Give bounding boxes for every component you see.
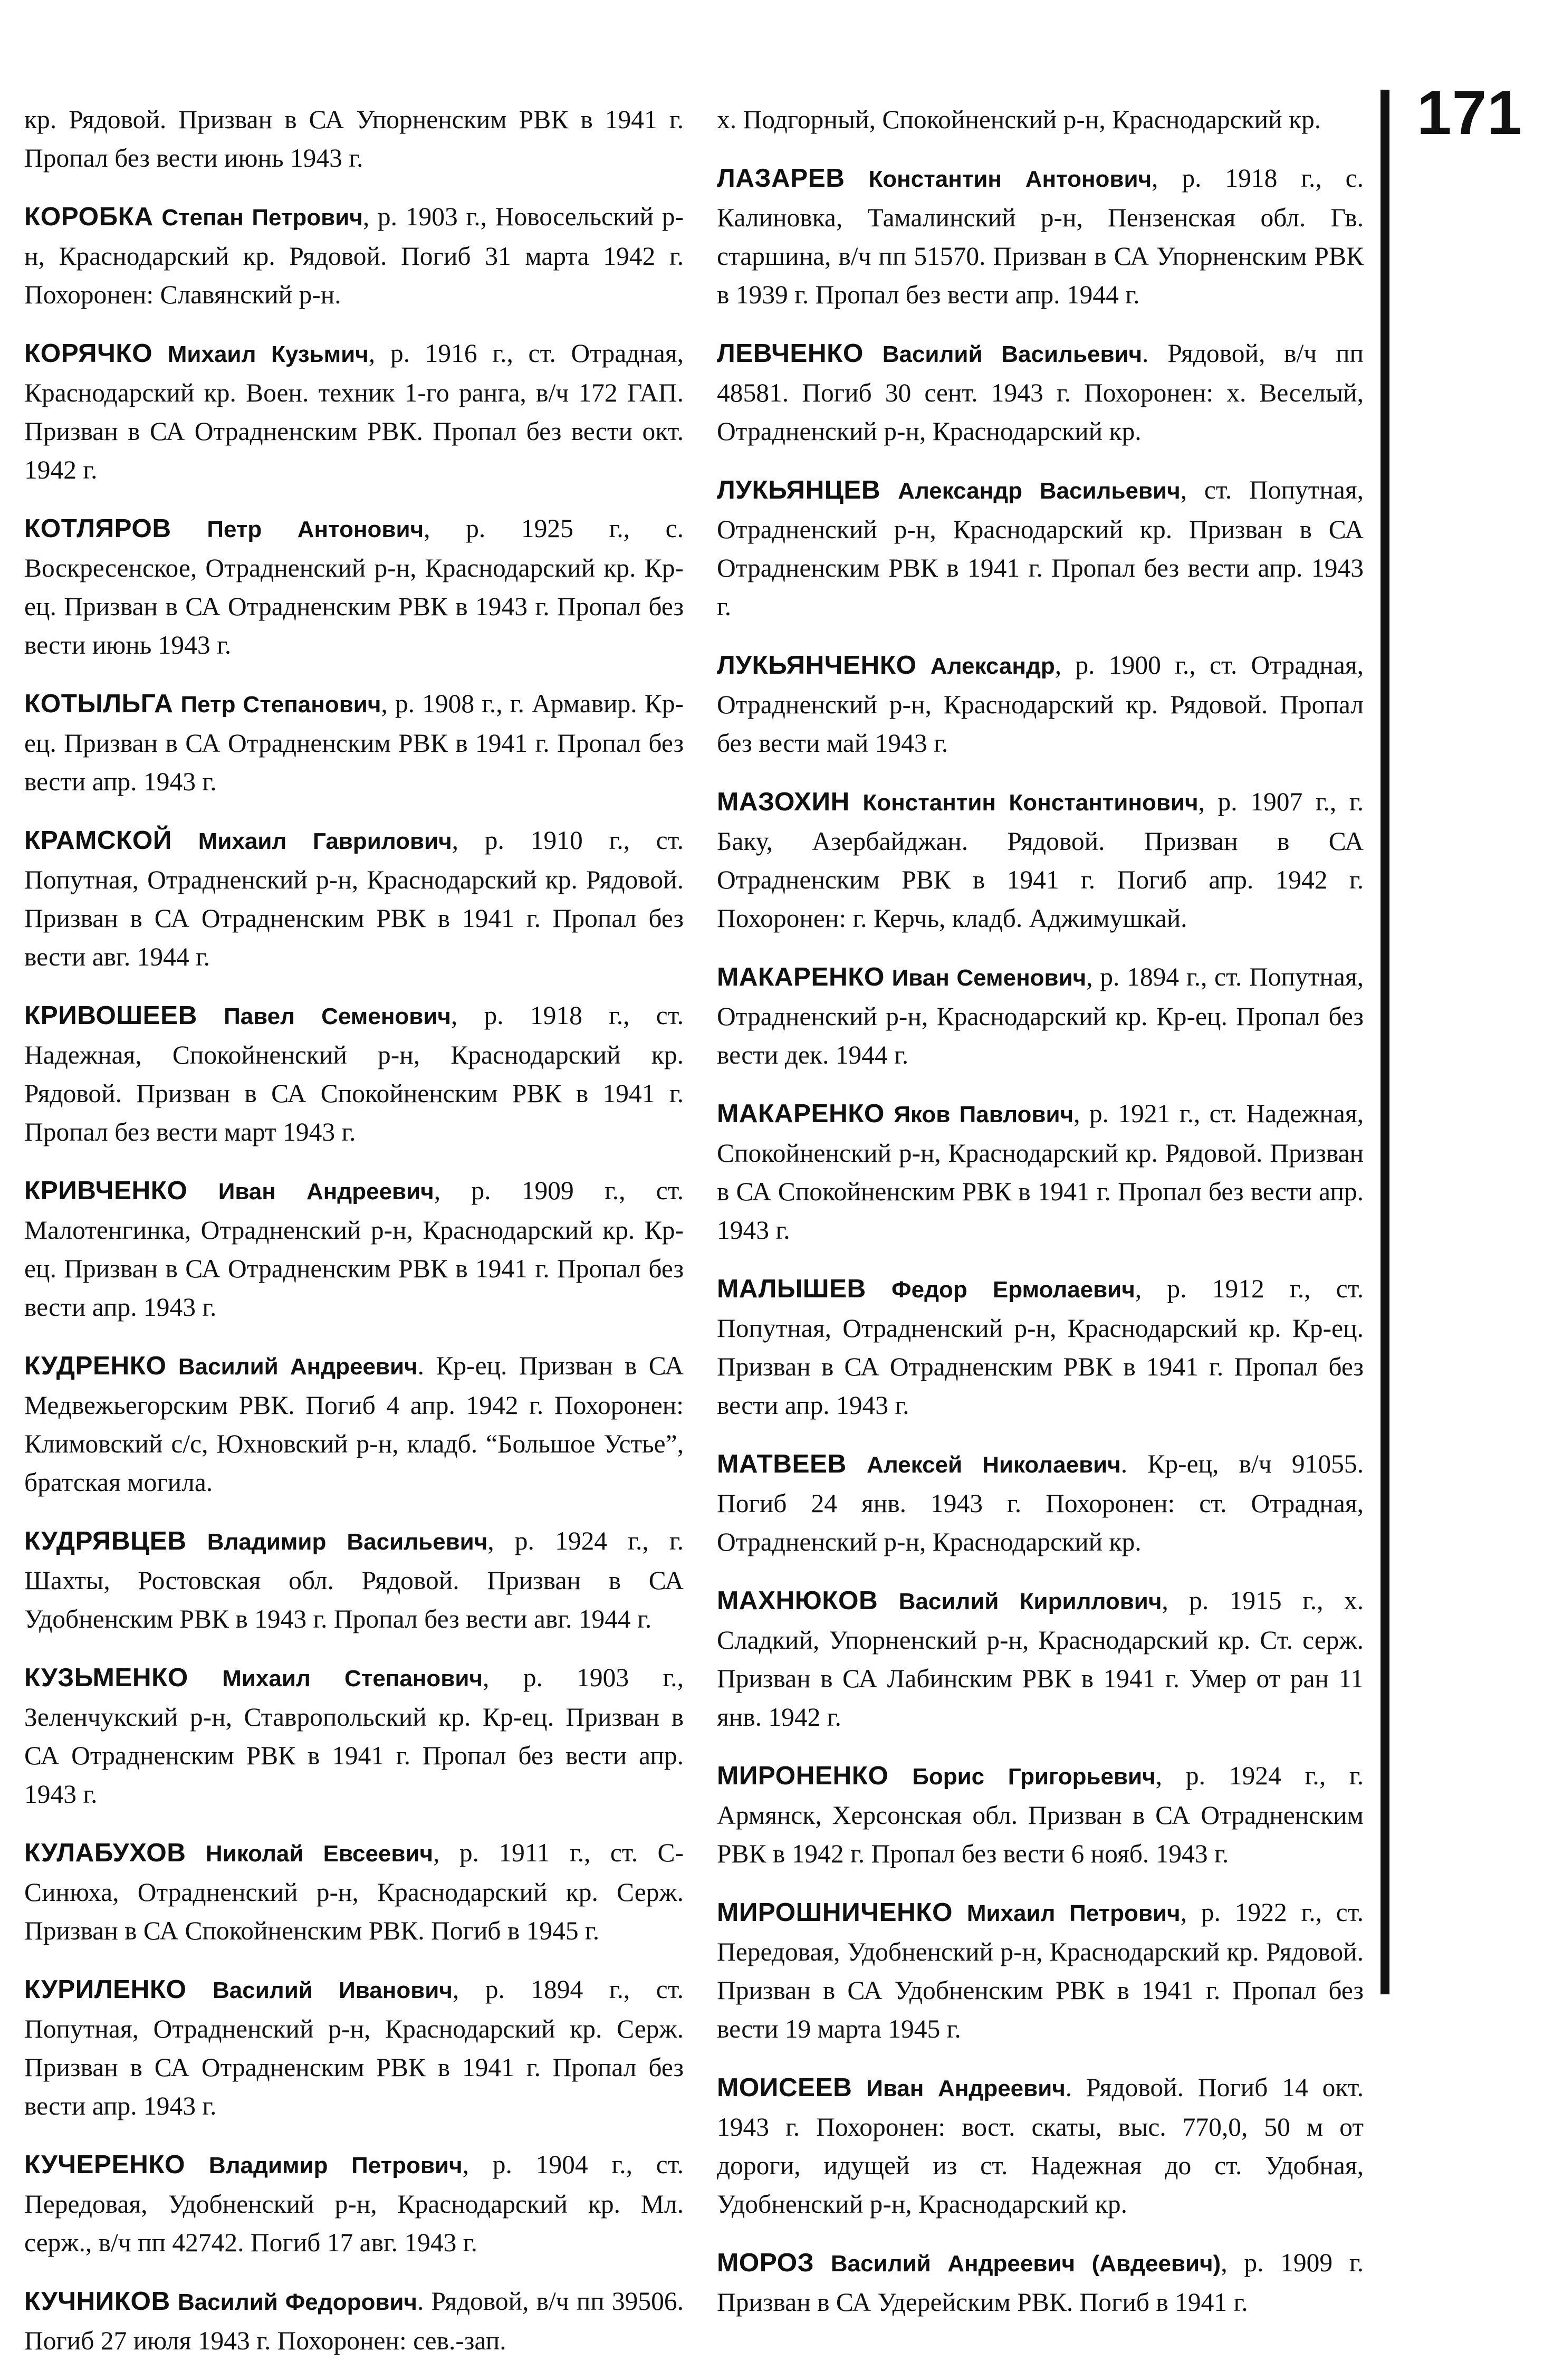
memorial-entry: [24, 334, 684, 489]
entry-surname: ЛУКЬЯНЦЕВ: [717, 475, 881, 504]
entry-given-names: Александр Васильевич: [898, 478, 1181, 504]
entry-details: , р. 1900 г., ст. Отрадная, Отрадненский р-н, Краснодарский кр. Рядовой. Пропал без вести май 1943 г.: [717, 651, 1364, 758]
entry-surname: МАТВЕЕВ: [717, 1449, 847, 1478]
entry-given-names: Иван Семенович: [891, 965, 1087, 991]
entry-details: , р. 1911 г., ст. С-Синюха, Отрадненский р-н, Краснодарский кр. Серж. Призван в СА Спокойненским РВК. Погиб в 1945 г.: [24, 1838, 684, 1945]
entry-given-names: Михаил Гаврилович: [198, 828, 452, 854]
entry-details: , р. 1894 г., ст. Попутная, Отрадненский р-н, Краснодарский кр. Серж. Призван в СА Отрадненским РВК в 1941 г. Пропал без вести апр. 1943 г.: [24, 1975, 684, 2120]
entry-given-names: Иван Андреевич: [218, 1179, 434, 1205]
memorial-entry: [24, 100, 684, 177]
entry-surname: КОТЫЛЬГА: [24, 689, 174, 718]
entry-details: , р. 1910 г., ст. Попутная, Отрадненский р-н, Краснодарский кр. Рядовой. Призван в СА Отрадненским РВК в 1941 г. Пропал без вести авг. 1944 г.: [24, 826, 684, 971]
entry-surname: КРАМСКОЙ: [24, 826, 172, 855]
entry-details: , р. 1924 г., г. Шахты, Ростовская обл. Рядовой. Призван в СА Удобненским РВК в 1943 г. Пропал без вести авг. 1944 г.: [24, 1526, 684, 1633]
entry-given-names: Василий Васильевич: [882, 341, 1143, 367]
memorial-entry: [717, 100, 1364, 139]
entry-details: , р. 1903 г., Новосельский р-н, Краснодарский кр. Рядовой. Погиб 31 марта 1942 г. Похоронен: Славянский р-н.: [24, 202, 684, 309]
memorial-entry: [717, 2243, 1364, 2321]
entry-given-names: Владимир Васильевич: [207, 1529, 488, 1555]
entry-details: , р. 1909 г. Призван в СА Удерейским РВК. Погиб в 1941 г.: [717, 2248, 1364, 2317]
memorial-entry: [717, 1094, 1364, 1249]
entry-details: , р. 1903 г., Зеленчукский р-н, Ставропольский кр. Кр-ец. Призван в СА Отрадненским РВК в 1941 г. Пропал без вести апр. 1943 г.: [24, 1663, 684, 1809]
entry-given-names: Александр: [930, 653, 1055, 679]
right-column: [717, 100, 1364, 2341]
entry-surname: КУДРЕНКО: [24, 1351, 167, 1380]
memorial-entry: [24, 2145, 684, 2262]
entry-surname: КРИВОШЕЕВ: [24, 1001, 197, 1030]
entry-details: , р. 1904 г., ст. Передовая, Удобненский р-н, Краснодарский кр. Мл. серж., в/ч пп 42742. Погиб 17 авг. 1943 г.: [24, 2150, 684, 2257]
entry-details: х. Подгорный, Спокойненский р-н, Краснодарский кр.: [717, 105, 1321, 134]
entry-given-names: Михаил Степанович: [222, 1666, 483, 1691]
memorial-entry: [717, 782, 1364, 938]
memorial-entry: [24, 1171, 684, 1326]
entry-details: , р. 1922 г., ст. Передовая, Удобненский р-н, Краснодарский кр. Рядовой. Призван в СА Удобненским РВК в 1941 г. Пропал без вести 19 марта 1945 г.: [717, 1898, 1364, 2043]
entry-surname: ЛАЗАРЕВ: [717, 164, 845, 193]
entry-details: , р. 1918 г., ст. Надежная, Спокойненский р-н, Краснодарский кр. Рядовой. Призван в СА Спокойненским РВК в 1941 г. Пропал без вести март 1943 г.: [24, 1001, 684, 1146]
entry-surname: КУДРЯВЦЕВ: [24, 1526, 187, 1555]
entry-surname: ЛУКЬЯНЧЕНКО: [717, 651, 917, 680]
entry-given-names: Константин Константинович: [862, 790, 1199, 816]
entry-details: . Рядовой, в/ч пп 48581. Погиб 30 сент. 1943 г. Похоронен: х. Веселый, Отрадненский р-н, Краснодарский кр.: [717, 339, 1364, 446]
memorial-entry: [717, 1893, 1364, 2048]
entry-details: . Рядовой, в/ч пп 39506. Погиб 27 июля 1943 г. Похоронен: сев.-зап.: [24, 2287, 684, 2355]
entry-surname: КУЛАБУХОВ: [24, 1838, 186, 1867]
entry-details: , р. 1924 г., г. Армянск, Херсонская обл. Призван в СА Отрадненским РВК в 1942 г. Пропал без вести 6 нояб. 1943 г.: [717, 1761, 1364, 1868]
entry-surname: ЛЕВЧЕНКО: [717, 339, 864, 368]
entry-given-names: Яков Павлович: [894, 1102, 1074, 1127]
entry-given-names: Петр Антонович: [207, 517, 424, 542]
memorial-entry: [24, 996, 684, 1151]
entry-surname: МОИСЕЕВ: [717, 2073, 852, 2102]
entry-given-names: Степан Петрович: [161, 205, 363, 231]
memorial-entry: [717, 1269, 1364, 1425]
entry-surname: КОРОБКА: [24, 202, 154, 231]
memorial-entry: [24, 684, 684, 801]
page-number: 171: [1417, 78, 1522, 148]
memorial-entry: [24, 1346, 684, 1502]
entry-given-names: Василий Федорович: [177, 2289, 417, 2315]
memorial-entry: [717, 334, 1364, 451]
entry-details: , р. 1912 г., ст. Попутная, Отрадненский р-н, Краснодарский кр. Кр-ец. Призван в СА Отрадненским РВК в 1941 г. Пропал без вести апр. 1943 г.: [717, 1274, 1364, 1420]
entry-surname: МАЛЫШЕВ: [717, 1274, 866, 1303]
entry-details: , р. 1909 г., ст. Малотенгинка, Отрадненский р-н, Краснодарский кр. Кр-ец. Призван в СА Отрадненским РВК в 1941 г. Пропал без вести апр. 1943 г.: [24, 1176, 684, 1322]
entry-given-names: Василий Иванович: [213, 1977, 453, 2003]
entry-details: кр. Рядовой. Призван в СА Упорненским РВК в 1941 г. Пропал без вести июнь 1943 г.: [24, 105, 684, 173]
entry-given-names: Константин Антонович: [868, 166, 1152, 192]
memorial-entry: [717, 1756, 1364, 1873]
entry-surname: КРИВЧЕНКО: [24, 1176, 188, 1205]
entry-given-names: Николай Евсеевич: [205, 1841, 434, 1867]
memorial-entry: [717, 958, 1364, 1074]
memorial-entry: [24, 1522, 684, 1638]
margin-rule: [1381, 90, 1389, 1994]
entry-details: . Кр-ец, в/ч 91055. Погиб 24 янв. 1943 г. Похоронен: ст. Отрадная, Отрадненский р-н, Краснодарский кр.: [717, 1449, 1364, 1556]
entry-given-names: Михаил Петрович: [966, 1900, 1181, 1926]
entry-surname: КУРИЛЕНКО: [24, 1975, 187, 2004]
entry-given-names: Василий Кириллович: [898, 1589, 1162, 1614]
memorial-entry: [24, 1833, 684, 1950]
entry-details: , р. 1916 г., ст. Отрадная, Краснодарский кр. Воен. техник 1-го ранга, в/ч 172 ГАП. Призван в СА Отрадненским РВК. Пропал без вести окт. 1942 г.: [24, 339, 684, 484]
entry-details: , р. 1908 г., г. Армавир. Кр-ец. Призван в СА Отрадненским РВК в 1941 г. Пропал без вести апр. 1943 г.: [24, 689, 684, 796]
entry-given-names: Алексей Николаевич: [867, 1452, 1121, 1478]
entry-surname: МОРОЗ: [717, 2248, 814, 2277]
entry-surname: КУЗЬМЕНКО: [24, 1663, 188, 1692]
entry-details: , ст. Попутная, Отрадненский р-н, Краснодарский кр. Призван в СА Отрадненским РВК в 1941 г. Пропал без вести апр. 1943 г.: [717, 475, 1364, 621]
entry-surname: КУЧНИКОВ: [24, 2287, 170, 2316]
memorial-entry: [717, 471, 1364, 626]
entry-surname: МИРОШНИЧЕНКО: [717, 1898, 953, 1927]
entry-details: , р. 1894 г., ст. Попутная, Отрадненский р-н, Краснодарский кр. Кр-ец. Пропал без вести дек. 1944 г.: [717, 962, 1364, 1069]
entry-details: , р. 1907 г., г. Баку, Азербайджан. Рядовой. Призван в СА Отрадненским РВК в 1941 г. Погиб апр. 1942 г. Похоронен: г. Керчь, кладб. Аджимушкай.: [717, 787, 1364, 933]
entry-surname: МАХНЮКОВ: [717, 1586, 878, 1615]
entry-given-names: Петр Степанович: [180, 692, 381, 718]
memorial-entry: [717, 159, 1364, 314]
memorial-entry: [24, 509, 684, 664]
entry-given-names: Василий Андреевич: [178, 1354, 418, 1380]
entry-details: , р. 1921 г., ст. Надежная, Спокойненский р-н, Краснодарский кр. Рядовой. Призван в СА Спокойненским РВК в 1941 г. Пропал без вести апр. 1943 г.: [717, 1099, 1364, 1245]
entry-details: , р. 1918 г., с. Калиновка, Тамалинский р-н, Пензенская обл. Гв. старшина, в/ч пп 51570. Призван в СА Упорненским РВК в 1939 г. Пропал без вести апр. 1944 г.: [717, 164, 1364, 309]
entry-surname: КУЧЕРЕНКО: [24, 2150, 186, 2179]
memorial-entry: [24, 1658, 684, 1813]
entry-surname: КОТЛЯРОВ: [24, 514, 171, 543]
entry-given-names: Владимир Петрович: [208, 2153, 463, 2178]
memorial-entry: [24, 197, 684, 314]
entry-details: . Рядовой. Погиб 14 окт. 1943 г. Похоронен: вост. скаты, выс. 770,0, 50 м от дороги, идущей из ст. Надежная до ст. Удобная, Удобненский р-н, Краснодарский кр.: [717, 2073, 1364, 2219]
entry-surname: КОРЯЧКО: [24, 339, 153, 368]
entry-given-names: Павел Семенович: [224, 1003, 451, 1029]
entry-given-names: Михаил Кузьмич: [167, 341, 369, 367]
memorial-entry: [24, 821, 684, 976]
entry-surname: МАКАРЕНКО: [717, 1099, 885, 1128]
entry-given-names: Борис Григорьевич: [912, 1764, 1156, 1790]
memorial-entry: [24, 1970, 684, 2125]
entry-details: . Кр-ец. Призван в СА Медвежьегорским РВК. Погиб 4 апр. 1942 г. Похоронен: Климовский с/с, Юхновский р-н, кладб. “Большое Устье”, братская могила.: [24, 1351, 684, 1497]
entry-details: , р. 1915 г., х. Сладкий, Упорненский р-н, Краснодарский кр. Ст. серж. Призван в СА Лабинским РВК в 1941 г. Умер от ран 11 янв. 1942 г.: [717, 1586, 1364, 1732]
entry-given-names: Василий Андреевич (Авдеевич): [830, 2251, 1221, 2277]
memorial-entry: [717, 2068, 1364, 2223]
memorial-entry: [717, 646, 1364, 762]
memorial-entry: [717, 1445, 1364, 1561]
entry-surname: МАЗОХИН: [717, 787, 850, 816]
entry-given-names: Иван Андреевич: [866, 2076, 1066, 2101]
entry-surname: МАКАРЕНКО: [717, 962, 885, 991]
entry-surname: МИРОНЕНКО: [717, 1761, 889, 1790]
memorial-entry: [24, 2282, 684, 2360]
left-column: [24, 100, 684, 2380]
entry-details: , р. 1925 г., с. Воскресенское, Отрадненский р-н, Краснодарский кр. Кр-ец. Призван в СА Отрадненским РВК в 1943 г. Пропал без вести июнь 1943 г.: [24, 514, 684, 659]
memorial-entry: [717, 1581, 1364, 1736]
entry-given-names: Федор Ермолаевич: [891, 1277, 1135, 1303]
